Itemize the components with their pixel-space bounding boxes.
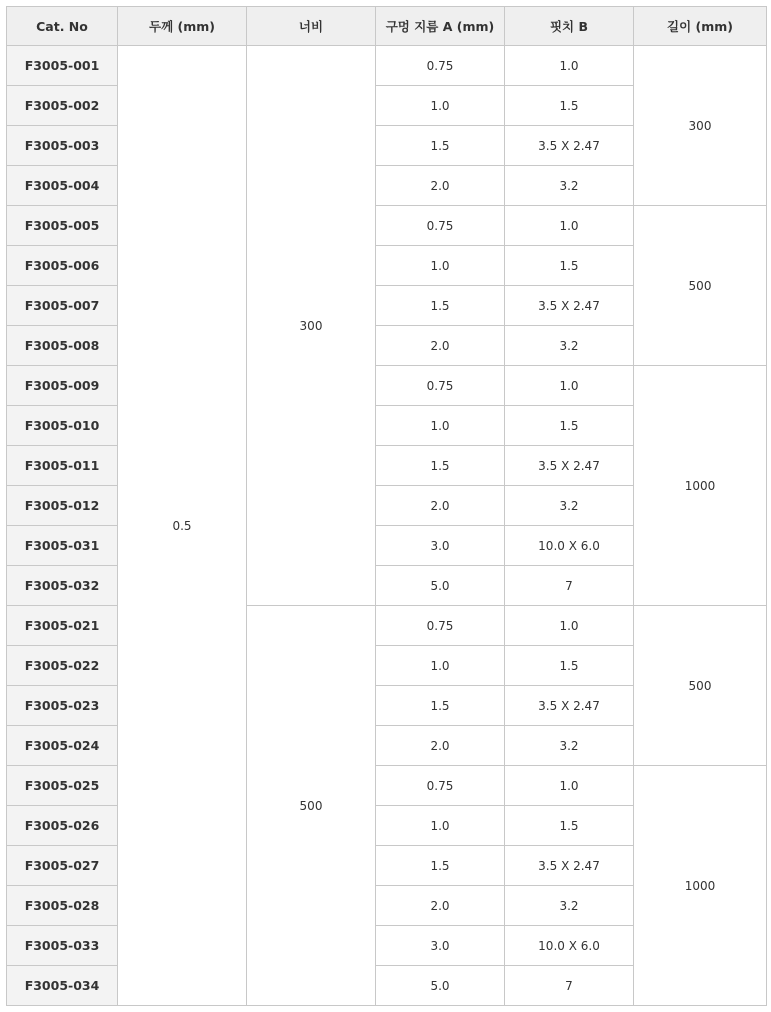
cat-no-cell: F3005-002 <box>7 86 118 126</box>
cat-no-cell: F3005-011 <box>7 446 118 486</box>
pitch-cell: 3.5 X 2.47 <box>505 686 634 726</box>
cat-no-cell: F3005-028 <box>7 886 118 926</box>
cat-no-cell: F3005-031 <box>7 526 118 566</box>
cat-no-cell: F3005-009 <box>7 366 118 406</box>
cat-no-cell: F3005-012 <box>7 486 118 526</box>
pitch-cell: 1.5 <box>505 806 634 846</box>
hole-cell: 0.75 <box>376 766 505 806</box>
hole-cell: 1.5 <box>376 846 505 886</box>
cat-no-cell: F3005-022 <box>7 646 118 686</box>
cat-no-cell: F3005-010 <box>7 406 118 446</box>
pitch-cell: 3.2 <box>505 166 634 206</box>
pitch-cell: 3.5 X 2.47 <box>505 446 634 486</box>
hole-cell: 5.0 <box>376 966 505 1006</box>
pitch-cell: 1.5 <box>505 246 634 286</box>
cat-no-cell: F3005-025 <box>7 766 118 806</box>
header-width: 너비 <box>247 7 376 46</box>
length-cell: 500 <box>634 606 767 766</box>
hole-cell: 1.0 <box>376 86 505 126</box>
pitch-cell: 3.2 <box>505 486 634 526</box>
thickness-cell: 0.5 <box>118 46 247 1006</box>
length-cell: 1000 <box>634 366 767 606</box>
hole-cell: 3.0 <box>376 926 505 966</box>
pitch-cell: 1.0 <box>505 206 634 246</box>
hole-cell: 1.0 <box>376 806 505 846</box>
pitch-cell: 10.0 X 6.0 <box>505 926 634 966</box>
hole-cell: 5.0 <box>376 566 505 606</box>
pitch-cell: 1.0 <box>505 46 634 86</box>
pitch-cell: 3.5 X 2.47 <box>505 126 634 166</box>
pitch-cell: 1.5 <box>505 646 634 686</box>
cat-no-cell: F3005-034 <box>7 966 118 1006</box>
width-cell: 500 <box>247 606 376 1006</box>
hole-cell: 1.0 <box>376 406 505 446</box>
length-cell: 300 <box>634 46 767 206</box>
length-cell: 500 <box>634 206 767 366</box>
hole-cell: 2.0 <box>376 326 505 366</box>
hole-cell: 0.75 <box>376 46 505 86</box>
hole-cell: 2.0 <box>376 486 505 526</box>
header-pitch: 핏치 B <box>505 7 634 46</box>
pitch-cell: 1.0 <box>505 766 634 806</box>
hole-cell: 1.5 <box>376 286 505 326</box>
header-length: 길이 (mm) <box>634 7 767 46</box>
cat-no-cell: F3005-001 <box>7 46 118 86</box>
hole-cell: 0.75 <box>376 606 505 646</box>
table-row <box>7 46 767 86</box>
cat-no-cell: F3005-023 <box>7 686 118 726</box>
cat-no-cell: F3005-024 <box>7 726 118 766</box>
hole-cell: 2.0 <box>376 886 505 926</box>
header-row <box>7 7 767 46</box>
pitch-cell: 3.2 <box>505 326 634 366</box>
hole-cell: 2.0 <box>376 726 505 766</box>
cat-no-cell: F3005-007 <box>7 286 118 326</box>
header-thickness: 두께 (mm) <box>118 7 247 46</box>
pitch-cell: 7 <box>505 966 634 1006</box>
spec-table <box>6 6 767 1006</box>
hole-cell: 1.5 <box>376 446 505 486</box>
pitch-cell: 1.5 <box>505 406 634 446</box>
cat-no-cell: F3005-027 <box>7 846 118 886</box>
pitch-cell: 3.2 <box>505 886 634 926</box>
cat-no-cell: F3005-021 <box>7 606 118 646</box>
cat-no-cell: F3005-006 <box>7 246 118 286</box>
cat-no-cell: F3005-004 <box>7 166 118 206</box>
hole-cell: 1.0 <box>376 646 505 686</box>
pitch-cell: 3.5 X 2.47 <box>505 846 634 886</box>
pitch-cell: 10.0 X 6.0 <box>505 526 634 566</box>
pitch-cell: 3.5 X 2.47 <box>505 286 634 326</box>
width-cell: 300 <box>247 46 376 606</box>
pitch-cell: 1.5 <box>505 86 634 126</box>
hole-cell: 1.5 <box>376 686 505 726</box>
hole-cell: 1.0 <box>376 246 505 286</box>
header-hole-diameter: 구멍 지름 A (mm) <box>376 7 505 46</box>
pitch-cell: 3.2 <box>505 726 634 766</box>
hole-cell: 0.75 <box>376 206 505 246</box>
pitch-cell: 1.0 <box>505 366 634 406</box>
header-cat-no: Cat. No <box>7 7 118 46</box>
cat-no-cell: F3005-003 <box>7 126 118 166</box>
cat-no-cell: F3005-033 <box>7 926 118 966</box>
hole-cell: 2.0 <box>376 166 505 206</box>
cat-no-cell: F3005-008 <box>7 326 118 366</box>
cat-no-cell: F3005-005 <box>7 206 118 246</box>
cat-no-cell: F3005-026 <box>7 806 118 846</box>
hole-cell: 0.75 <box>376 366 505 406</box>
pitch-cell: 1.0 <box>505 606 634 646</box>
pitch-cell: 7 <box>505 566 634 606</box>
hole-cell: 3.0 <box>376 526 505 566</box>
hole-cell: 1.5 <box>376 126 505 166</box>
length-cell: 1000 <box>634 766 767 1006</box>
cat-no-cell: F3005-032 <box>7 566 118 606</box>
